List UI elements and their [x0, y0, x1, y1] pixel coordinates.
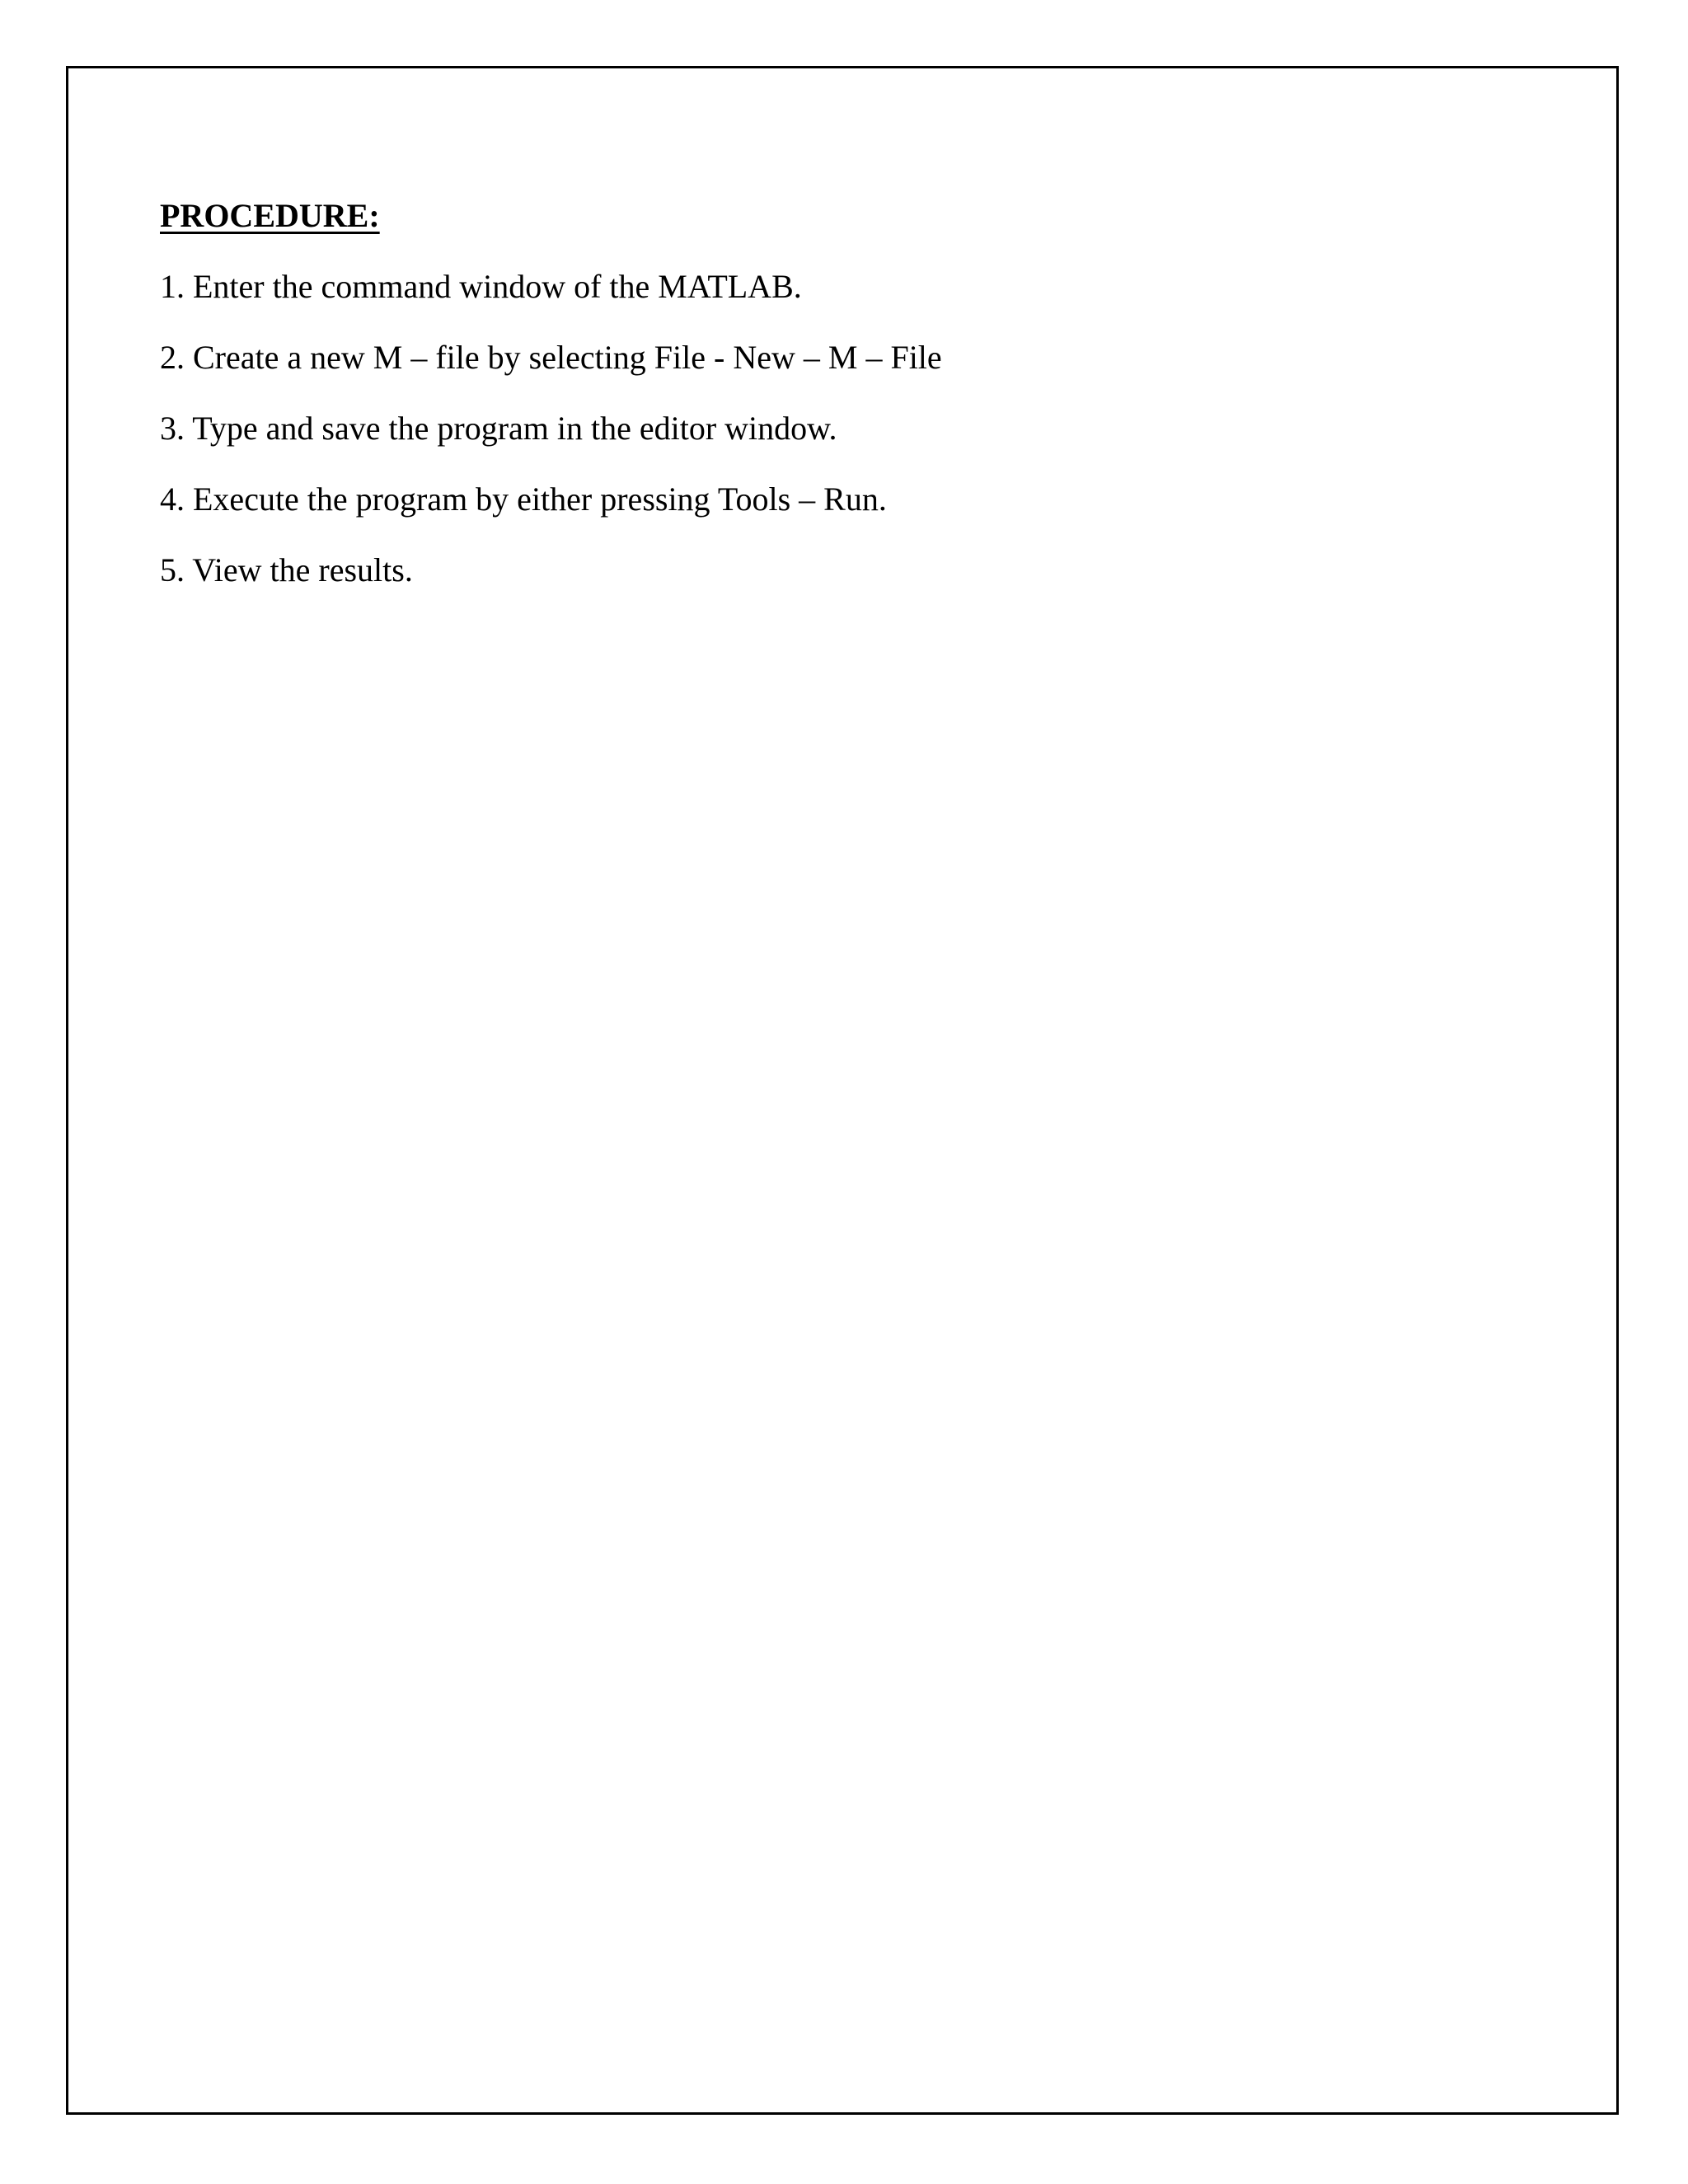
procedure-step-2: 2. Create a new M – file by selecting File - New – M – File: [160, 339, 942, 376]
procedure-step-1: 1. Enter the command window of the MATLAB.: [160, 268, 802, 305]
document-body: [160, 193, 1561, 618]
procedure-step-5: 5. View the results.: [160, 551, 413, 588]
procedure-step-3: 3. Type and save the program in the editor window.: [160, 410, 837, 447]
procedure-steps-list: [160, 264, 1561, 593]
procedure-step-4: 4. Execute the program by either pressing Tools – Run.: [160, 480, 887, 518]
procedure-heading: PROCEDURE:: [160, 197, 380, 234]
